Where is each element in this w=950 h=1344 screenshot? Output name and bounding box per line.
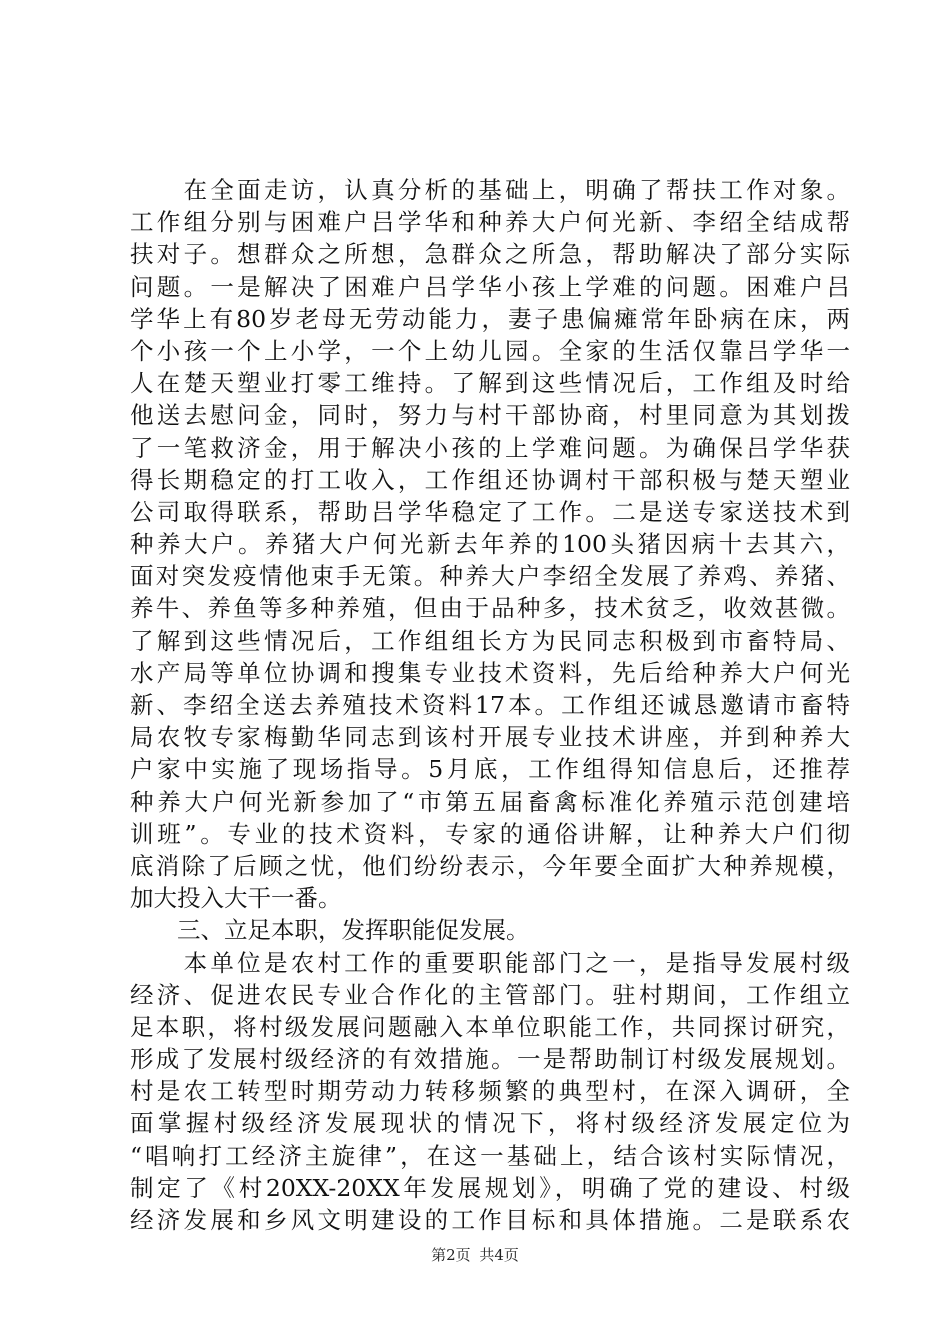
text-line: 种养大户。养猪大户何光新去年养的100头猪因病十去其六， <box>130 530 850 559</box>
text-line: “唱响打工经济主旋律”，在这一基础上，结合该村实际情况， <box>130 1141 850 1170</box>
text-line: 村是农工转型时期劳动力转移频繁的典型村，在深入调研，全 <box>130 1077 850 1106</box>
text-line: 局农牧专家梅勤华同志到该村开展专业技术讲座，并到种养大 <box>130 723 850 752</box>
text-line: 学华上有80岁老母无劳动能力，妻子患偏瘫常年卧病在床，两 <box>130 304 850 333</box>
text-line: 个小孩一个上小学，一个上幼儿园。全家的生活仅靠吕学华一 <box>130 336 850 365</box>
text-line: 在全面走访，认真分析的基础上，明确了帮扶工作对象。 <box>130 176 850 204</box>
text-line: 新、李绍全送去养殖技术资料17本。工作组还诚恳邀请市畜特 <box>130 691 850 719</box>
text-line: 底消除了后顾之忧，他们纷纷表示，今年要全面扩大种养规模， <box>130 851 850 880</box>
text-line: 公司取得联系，帮助吕学华稳定了工作。二是送专家送技术到 <box>130 497 850 526</box>
body-text <box>130 174 850 1236</box>
text-line: 经济、促进农民专业合作化的主管部门。驻村期间，工作组立 <box>130 980 850 1009</box>
text-line: 他送去慰问金，同时，努力与村干部协商，村里同意为其划拨 <box>130 401 850 430</box>
text-line: 水产局等单位协调和搜集专业技术资料，先后给种养大户何光 <box>130 658 850 687</box>
text-line: 训班”。专业的技术资料，专家的通俗讲解，让种养大户们彻 <box>130 819 850 848</box>
text-line: 制定了《村20XX-20XX年发展规划》，明确了党的建设、村级 <box>130 1173 850 1202</box>
text-line: 扶对子。想群众之所想，急群众之所急，帮助解决了部分实际 <box>130 240 850 269</box>
text-line: 人在楚天塑业打零工维持。了解到这些情况后，工作组及时给 <box>130 369 850 398</box>
text-line: 户家中实施了现场指导。5月底，工作组得知信息后，还推荐 <box>130 755 850 784</box>
page-number: 第2页 <box>431 1246 471 1264</box>
text-line: 了一笔救济金，用于解决小孩的上学难问题。为确保吕学华获 <box>130 433 850 462</box>
text-line: 加大投入大干一番。 <box>130 884 342 913</box>
text-line: 足本职，将村级发展问题融入本单位职能工作，共同探讨研究， <box>130 1012 850 1041</box>
section-heading: 三、立足本职，发挥职能促发展。 <box>130 916 530 945</box>
page-footer <box>0 1244 950 1265</box>
text-line: 工作组分别与困难户吕学华和种养大户何光新、李绍全结成帮 <box>130 208 850 237</box>
text-line: 形成了发展村级经济的有效措施。一是帮助制订村级发展规划。 <box>130 1045 850 1074</box>
text-line: 面对突发疫情他束手无策。种养大户李绍全发展了养鸡、养猪、 <box>130 562 850 591</box>
page-total: 共4页 <box>479 1246 519 1264</box>
text-line: 得长期稳定的打工收入，工作组还协调村干部积极与楚天塑业 <box>130 465 850 494</box>
text-line: 问题。一是解决了困难户吕学华小孩上学难的问题。困难户吕 <box>130 272 850 301</box>
text-line: 面掌握村级经济发展现状的情况下，将村级经济发展定位为 <box>130 1109 850 1138</box>
text-line: 养牛、养鱼等多种养殖，但由于品种多，技术贫乏，收效甚微。 <box>130 594 850 623</box>
text-line: 种养大户何光新参加了“市第五届畜禽标准化养殖示范创建培 <box>130 787 850 816</box>
text-line: 了解到这些情况后，工作组组长方为民同志积极到市畜特局、 <box>130 626 850 655</box>
text-line: 本单位是农村工作的重要职能部门之一，是指导发展村级 <box>130 948 850 977</box>
text-line: 经济发展和乡风文明建设的工作目标和具体措施。二是联系农 <box>130 1206 850 1234</box>
